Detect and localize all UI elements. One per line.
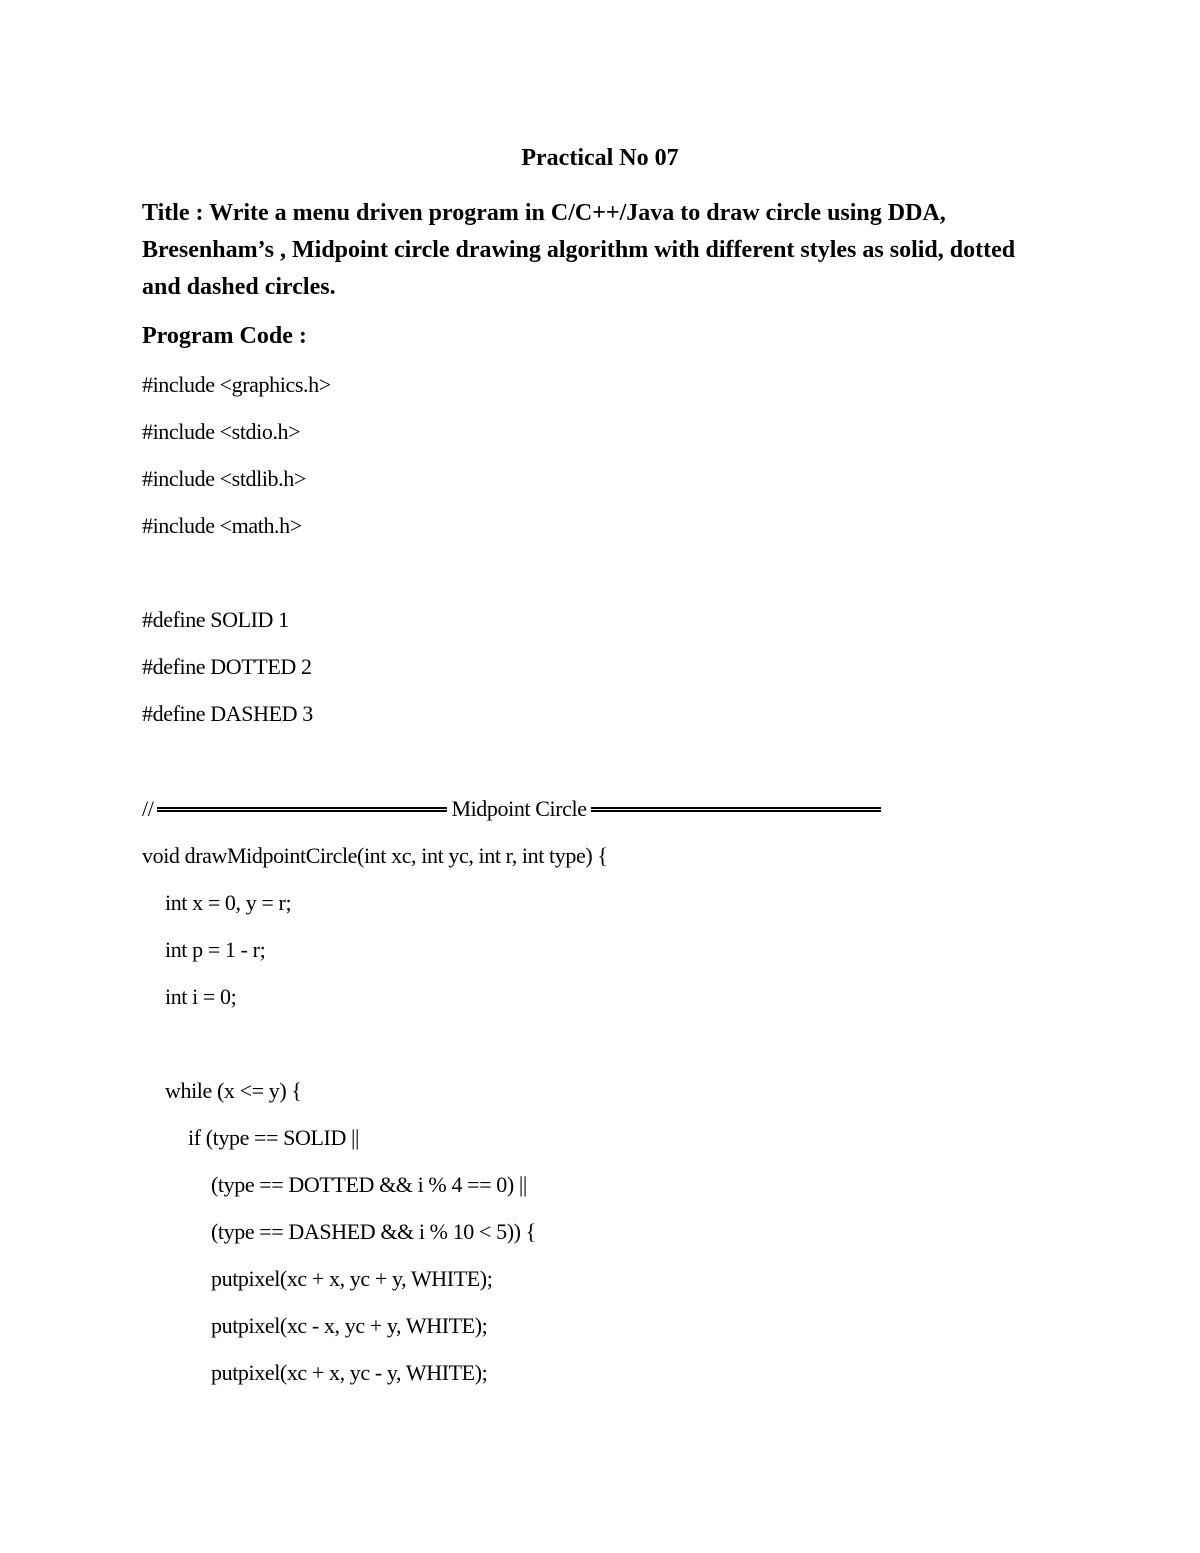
code-line: int p = 1 - r; <box>165 937 266 962</box>
code-line: (type == DASHED && i % 10 < 5)) { <box>211 1219 536 1244</box>
code-line: void drawMidpointCircle(int xc, int yc, int r, int type) { <box>142 843 608 868</box>
code-line: (type == DOTTED && i % 4 == 0) || <box>211 1172 527 1197</box>
code-line: #define DOTTED 2 <box>142 654 312 679</box>
code-line: if (type == SOLID || <box>188 1125 360 1150</box>
code-line: #include <math.h> <box>142 513 302 538</box>
double-rule-left <box>157 807 447 812</box>
code-line: int x = 0, y = r; <box>165 890 292 915</box>
double-rule-right <box>591 807 881 812</box>
program-code-label: Program Code : <box>142 323 307 349</box>
code-line: while (x <= y) { <box>165 1078 302 1103</box>
code-line: int i = 0; <box>165 984 237 1009</box>
title-text: Write a menu driven program in C/C++/Java to draw circle using DDA, Bresenham’s , Midpoint circle drawing algorithm with different styles as solid, dotted and dashed circles. <box>142 200 1016 300</box>
code-line: putpixel(xc - x, yc + y, WHITE); <box>211 1313 488 1338</box>
comment-label: Midpoint Circle <box>451 796 587 821</box>
title-label: Title : <box>142 200 204 226</box>
comment-prefix: // <box>142 796 154 821</box>
code-line: #include <graphics.h> <box>142 372 331 397</box>
code-line: #include <stdlib.h> <box>142 466 306 491</box>
comment-divider <box>142 795 885 823</box>
page-heading: Practical No 07 <box>521 145 679 171</box>
code-line: #define DASHED 3 <box>142 701 313 726</box>
code-line: putpixel(xc + x, yc + y, WHITE); <box>211 1266 493 1291</box>
code-line: putpixel(xc + x, yc - y, WHITE); <box>211 1360 488 1385</box>
code-line: #include <stdio.h> <box>142 419 301 444</box>
code-line: #define SOLID 1 <box>142 607 289 632</box>
